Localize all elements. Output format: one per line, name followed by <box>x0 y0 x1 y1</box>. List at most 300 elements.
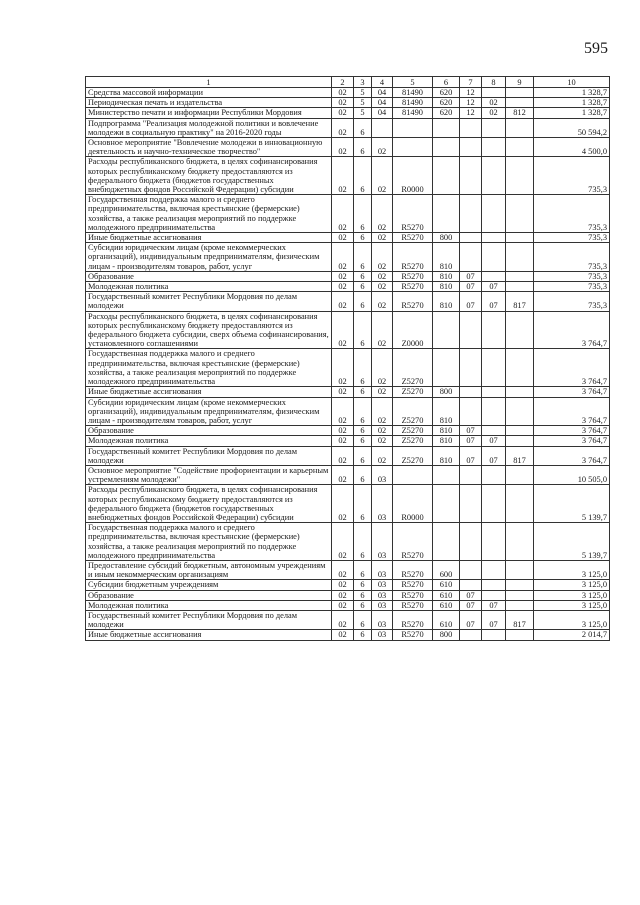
section-code-cell <box>460 243 482 272</box>
subprogram-code-cell: 6 <box>354 118 372 137</box>
activity-code-cell: 03 <box>372 465 393 484</box>
subprogram-code-cell: 6 <box>354 523 372 561</box>
expense-type-code-cell <box>433 349 460 387</box>
expense-type-code-cell: 610 <box>433 610 460 629</box>
table-row <box>86 465 610 484</box>
expense-code-cell: Z5270 <box>393 426 433 436</box>
row-name-cell: Иные бюджетные ассигнования <box>86 233 332 243</box>
program-code-cell: 02 <box>332 88 354 98</box>
column-header: 7 <box>460 77 482 88</box>
ministry-code-cell: 817 <box>506 610 534 629</box>
table-row <box>86 108 610 118</box>
subsection-code-cell <box>482 560 506 579</box>
row-name-cell: Государственная поддержка малого и среднего предпринимательства, включая крестьянские (фермерские) хозяйства, а также реализация мероприятий по поддержке молодежного предпринимательства <box>86 349 332 387</box>
subsection-code-cell <box>482 138 506 157</box>
section-code-cell: 07 <box>460 426 482 436</box>
column-header: 5 <box>393 77 433 88</box>
subprogram-code-cell: 6 <box>354 387 372 397</box>
program-code-cell: 02 <box>332 436 354 446</box>
amount-cell: 3 764,7 <box>534 436 610 446</box>
section-code-cell: 07 <box>460 446 482 465</box>
expense-code-cell: R5270 <box>393 523 433 561</box>
subprogram-code-cell: 6 <box>354 138 372 157</box>
table-row <box>86 485 610 523</box>
activity-code-cell: 03 <box>372 580 393 590</box>
program-code-cell: 02 <box>332 397 354 426</box>
section-code-cell <box>460 630 482 640</box>
program-code-cell: 02 <box>332 630 354 640</box>
activity-code-cell: 03 <box>372 523 393 561</box>
subsection-code-cell <box>482 397 506 426</box>
table-row <box>86 580 610 590</box>
table-row <box>86 426 610 436</box>
expense-type-code-cell: 620 <box>433 88 460 98</box>
ministry-code-cell <box>506 98 534 108</box>
section-code-cell <box>460 387 482 397</box>
program-code-cell: 02 <box>332 465 354 484</box>
table-row <box>86 630 610 640</box>
subprogram-code-cell: 6 <box>354 157 372 195</box>
amount-cell: 2 014,7 <box>534 630 610 640</box>
subsection-code-cell <box>482 465 506 484</box>
expense-type-code-cell <box>433 157 460 195</box>
activity-code-cell: 02 <box>372 446 393 465</box>
ministry-code-cell <box>506 426 534 436</box>
table-row <box>86 243 610 272</box>
expense-type-code-cell: 810 <box>433 243 460 272</box>
ministry-code-cell: 817 <box>506 292 534 311</box>
program-code-cell: 02 <box>332 233 354 243</box>
row-name-cell: Министерство печати и информации Республики Мордовия <box>86 108 332 118</box>
subsection-code-cell <box>482 88 506 98</box>
section-code-cell: 12 <box>460 108 482 118</box>
expense-code-cell: Z0000 <box>393 311 433 349</box>
column-header: 6 <box>433 77 460 88</box>
section-code-cell <box>460 465 482 484</box>
subprogram-code-cell: 6 <box>354 292 372 311</box>
subprogram-code-cell: 6 <box>354 560 372 579</box>
subsection-code-cell <box>482 349 506 387</box>
row-name-cell: Молодежная политика <box>86 600 332 610</box>
program-code-cell: 02 <box>332 426 354 436</box>
expense-type-code-cell <box>433 523 460 561</box>
expense-type-code-cell <box>433 465 460 484</box>
ministry-code-cell <box>506 271 534 281</box>
table-row <box>86 523 610 561</box>
amount-cell: 735,3 <box>534 195 610 233</box>
expense-code-cell <box>393 465 433 484</box>
expense-code-cell: R5270 <box>393 630 433 640</box>
table-row <box>86 397 610 426</box>
program-code-cell: 02 <box>332 580 354 590</box>
subsection-code-cell <box>482 311 506 349</box>
program-code-cell: 02 <box>332 311 354 349</box>
expense-code-cell: 81490 <box>393 98 433 108</box>
activity-code-cell: 02 <box>372 292 393 311</box>
row-name-cell: Образование <box>86 271 332 281</box>
program-code-cell: 02 <box>332 108 354 118</box>
expense-type-code-cell <box>433 138 460 157</box>
amount-cell: 3 125,0 <box>534 610 610 629</box>
expense-code-cell: R5270 <box>393 292 433 311</box>
table-row <box>86 98 610 108</box>
section-code-cell <box>460 580 482 590</box>
ministry-code-cell <box>506 233 534 243</box>
column-header: 2 <box>332 77 354 88</box>
section-code-cell <box>460 157 482 195</box>
amount-cell: 3 764,7 <box>534 387 610 397</box>
program-code-cell: 02 <box>332 523 354 561</box>
subsection-code-cell <box>482 195 506 233</box>
ministry-code-cell <box>506 485 534 523</box>
amount-cell: 1 328,7 <box>534 98 610 108</box>
subprogram-code-cell: 6 <box>354 465 372 484</box>
activity-code-cell: 02 <box>372 271 393 281</box>
subsection-code-cell <box>482 590 506 600</box>
subsection-code-cell <box>482 387 506 397</box>
subsection-code-cell <box>482 630 506 640</box>
expense-code-cell: R5270 <box>393 282 433 292</box>
ministry-code-cell <box>506 282 534 292</box>
budget-table <box>85 76 610 641</box>
section-code-cell <box>460 311 482 349</box>
amount-cell: 4 500,0 <box>534 138 610 157</box>
expense-code-cell <box>393 138 433 157</box>
amount-cell: 1 328,7 <box>534 88 610 98</box>
section-code-cell <box>460 397 482 426</box>
column-header: 8 <box>482 77 506 88</box>
amount-cell: 3 125,0 <box>534 580 610 590</box>
activity-code-cell: 03 <box>372 485 393 523</box>
subprogram-code-cell: 6 <box>354 610 372 629</box>
amount-cell: 5 139,7 <box>534 523 610 561</box>
subsection-code-cell <box>482 523 506 561</box>
amount-cell: 735,3 <box>534 157 610 195</box>
table-row <box>86 157 610 195</box>
subprogram-code-cell: 6 <box>354 271 372 281</box>
section-code-cell <box>460 233 482 243</box>
expense-code-cell: R5270 <box>393 580 433 590</box>
expense-code-cell: R5270 <box>393 560 433 579</box>
subprogram-code-cell: 6 <box>354 600 372 610</box>
expense-code-cell: Z5270 <box>393 387 433 397</box>
amount-cell: 5 139,7 <box>534 485 610 523</box>
expense-type-code-cell: 810 <box>433 397 460 426</box>
ministry-code-cell <box>506 580 534 590</box>
ministry-code-cell <box>506 590 534 600</box>
amount-cell: 3 125,0 <box>534 600 610 610</box>
activity-code-cell: 03 <box>372 630 393 640</box>
activity-code-cell: 02 <box>372 282 393 292</box>
subsection-code-cell: 02 <box>482 98 506 108</box>
column-header: 10 <box>534 77 610 88</box>
program-code-cell: 02 <box>332 590 354 600</box>
row-name-cell: Субсидии юридическим лицам (кроме некоммерческих организаций), индивидуальным предпринимателям, физическим лицам - производителям товаров, работ, услуг <box>86 243 332 272</box>
ministry-code-cell <box>506 397 534 426</box>
table-row <box>86 292 610 311</box>
subprogram-code-cell: 6 <box>354 446 372 465</box>
subsection-code-cell <box>482 233 506 243</box>
subsection-code-cell: 07 <box>482 282 506 292</box>
amount-cell: 3 125,0 <box>534 590 610 600</box>
ministry-code-cell <box>506 311 534 349</box>
activity-code-cell: 03 <box>372 600 393 610</box>
ministry-code-cell <box>506 560 534 579</box>
subprogram-code-cell: 6 <box>354 349 372 387</box>
row-name-cell: Расходы республиканского бюджета, в целях софинансирования которых республиканскому бюджету предоставляются из федерального бюджета (бюджетов государственных внебюджетных фондов Российской Федерации) субсидии <box>86 485 332 523</box>
subsection-code-cell: 07 <box>482 446 506 465</box>
subprogram-code-cell: 5 <box>354 98 372 108</box>
program-code-cell: 02 <box>332 118 354 137</box>
activity-code-cell: 03 <box>372 610 393 629</box>
section-code-cell: 12 <box>460 88 482 98</box>
amount-cell: 3 764,7 <box>534 446 610 465</box>
amount-cell: 3 764,7 <box>534 311 610 349</box>
activity-code-cell: 04 <box>372 98 393 108</box>
program-code-cell: 02 <box>332 485 354 523</box>
ministry-code-cell: 817 <box>506 446 534 465</box>
expense-code-cell: R5270 <box>393 590 433 600</box>
subprogram-code-cell: 6 <box>354 436 372 446</box>
subsection-code-cell <box>482 426 506 436</box>
subprogram-code-cell: 6 <box>354 397 372 426</box>
column-header: 1 <box>86 77 332 88</box>
section-code-cell: 07 <box>460 610 482 629</box>
subprogram-code-cell: 6 <box>354 195 372 233</box>
row-name-cell: Государственная поддержка малого и среднего предпринимательства, включая крестьянские (фермерские) хозяйства, а также реализация мероприятий по поддержке молодежного предпринимательства <box>86 523 332 561</box>
subsection-code-cell: 07 <box>482 292 506 311</box>
amount-cell: 735,3 <box>534 271 610 281</box>
activity-code-cell: 02 <box>372 436 393 446</box>
program-code-cell: 02 <box>332 195 354 233</box>
row-name-cell: Предоставление субсидий бюджетным, автономным учреждениям и иным некоммерческим организациям <box>86 560 332 579</box>
expense-type-code-cell <box>433 485 460 523</box>
section-code-cell: 07 <box>460 282 482 292</box>
program-code-cell: 02 <box>332 600 354 610</box>
table-row <box>86 560 610 579</box>
expense-type-code-cell: 810 <box>433 446 460 465</box>
table-body <box>86 88 610 641</box>
section-code-cell <box>460 138 482 157</box>
subsection-code-cell: 07 <box>482 436 506 446</box>
ministry-code-cell <box>506 157 534 195</box>
expense-code-cell: R0000 <box>393 157 433 195</box>
row-name-cell: Государственный комитет Республики Мордовия по делам молодежи <box>86 446 332 465</box>
subsection-code-cell <box>482 118 506 137</box>
ministry-code-cell <box>506 243 534 272</box>
table-row <box>86 233 610 243</box>
subprogram-code-cell: 6 <box>354 243 372 272</box>
expense-type-code-cell: 810 <box>433 271 460 281</box>
amount-cell: 3 764,7 <box>534 426 610 436</box>
table-row <box>86 387 610 397</box>
row-name-cell: Основное мероприятие "Вовлечение молодежи в инновационную деятельность и научно-техническое творчество" <box>86 138 332 157</box>
section-code-cell: 07 <box>460 436 482 446</box>
subprogram-code-cell: 6 <box>354 485 372 523</box>
activity-code-cell: 02 <box>372 138 393 157</box>
subsection-code-cell <box>482 271 506 281</box>
ministry-code-cell <box>506 88 534 98</box>
ministry-code-cell <box>506 138 534 157</box>
expense-type-code-cell <box>433 118 460 137</box>
amount-cell: 735,3 <box>534 282 610 292</box>
subsection-code-cell <box>482 580 506 590</box>
subprogram-code-cell: 5 <box>354 88 372 98</box>
subprogram-code-cell: 6 <box>354 311 372 349</box>
row-name-cell: Государственный комитет Республики Мордовия по делам молодежи <box>86 292 332 311</box>
subprogram-code-cell: 5 <box>354 108 372 118</box>
expense-type-code-cell: 810 <box>433 436 460 446</box>
row-name-cell: Средства массовой информации <box>86 88 332 98</box>
subsection-code-cell <box>482 157 506 195</box>
expense-code-cell: Z5270 <box>393 436 433 446</box>
section-code-cell <box>460 195 482 233</box>
ministry-code-cell <box>506 118 534 137</box>
program-code-cell: 02 <box>332 282 354 292</box>
row-name-cell: Молодежная политика <box>86 282 332 292</box>
section-code-cell <box>460 523 482 561</box>
subprogram-code-cell: 6 <box>354 590 372 600</box>
program-code-cell: 02 <box>332 349 354 387</box>
expense-type-code-cell: 600 <box>433 560 460 579</box>
program-code-cell: 02 <box>332 446 354 465</box>
table-row <box>86 600 610 610</box>
expense-type-code-cell: 610 <box>433 600 460 610</box>
expense-code-cell: Z5270 <box>393 397 433 426</box>
ministry-code-cell <box>506 523 534 561</box>
activity-code-cell: 03 <box>372 590 393 600</box>
row-name-cell: Расходы республиканского бюджета, в целях софинансирования которых республиканскому бюджету предоставляются из федерального бюджета (бюджетов государственных внебюджетных фондов Российской Федерации) субсидии <box>86 157 332 195</box>
program-code-cell: 02 <box>332 387 354 397</box>
row-name-cell: Субсидии юридическим лицам (кроме некоммерческих организаций), индивидуальным предпринимателям, физическим лицам - производителям товаров, работ, услуг <box>86 397 332 426</box>
activity-code-cell: 02 <box>372 397 393 426</box>
activity-code-cell: 02 <box>372 426 393 436</box>
amount-cell: 3 764,7 <box>534 349 610 387</box>
expense-code-cell: Z5270 <box>393 446 433 465</box>
row-name-cell: Иные бюджетные ассигнования <box>86 630 332 640</box>
expense-code-cell: R5270 <box>393 610 433 629</box>
ministry-code-cell <box>506 436 534 446</box>
section-code-cell: 07 <box>460 600 482 610</box>
section-code-cell: 07 <box>460 590 482 600</box>
subsection-code-cell: 07 <box>482 600 506 610</box>
section-code-cell <box>460 118 482 137</box>
column-header: 9 <box>506 77 534 88</box>
expense-code-cell: R5270 <box>393 233 433 243</box>
section-code-cell <box>460 560 482 579</box>
program-code-cell: 02 <box>332 560 354 579</box>
amount-cell: 735,3 <box>534 243 610 272</box>
expense-code-cell: R0000 <box>393 485 433 523</box>
table-row <box>86 138 610 157</box>
ministry-code-cell <box>506 465 534 484</box>
activity-code-cell: 02 <box>372 243 393 272</box>
expense-type-code-cell: 800 <box>433 233 460 243</box>
expense-type-code-cell: 810 <box>433 292 460 311</box>
subprogram-code-cell: 6 <box>354 282 372 292</box>
expense-type-code-cell: 610 <box>433 590 460 600</box>
column-header: 3 <box>354 77 372 88</box>
subprogram-code-cell: 6 <box>354 426 372 436</box>
ministry-code-cell <box>506 630 534 640</box>
row-name-cell: Субсидии бюджетным учреждениям <box>86 580 332 590</box>
amount-cell: 735,3 <box>534 233 610 243</box>
row-name-cell: Молодежная политика <box>86 436 332 446</box>
activity-code-cell: 03 <box>372 560 393 579</box>
ministry-code-cell: 812 <box>506 108 534 118</box>
subsection-code-cell: 02 <box>482 108 506 118</box>
expense-type-code-cell: 810 <box>433 426 460 436</box>
activity-code-cell: 04 <box>372 88 393 98</box>
row-name-cell: Образование <box>86 590 332 600</box>
expense-type-code-cell: 620 <box>433 98 460 108</box>
table-row <box>86 271 610 281</box>
amount-cell: 3 125,0 <box>534 560 610 579</box>
activity-code-cell: 02 <box>372 195 393 233</box>
subsection-code-cell <box>482 243 506 272</box>
amount-cell: 10 505,0 <box>534 465 610 484</box>
program-code-cell: 02 <box>332 138 354 157</box>
row-name-cell: Иные бюджетные ассигнования <box>86 387 332 397</box>
table-row <box>86 610 610 629</box>
expense-type-code-cell: 610 <box>433 580 460 590</box>
expense-code-cell: R5270 <box>393 600 433 610</box>
ministry-code-cell <box>506 387 534 397</box>
table-row <box>86 311 610 349</box>
table-row <box>86 195 610 233</box>
row-name-cell: Государственная поддержка малого и среднего предпринимательства, включая крестьянские (фермерские) хозяйства, а также реализация мероприятий по поддержке молодежного предпринимательства <box>86 195 332 233</box>
amount-cell: 735,3 <box>534 292 610 311</box>
activity-code-cell <box>372 118 393 137</box>
column-header: 4 <box>372 77 393 88</box>
expense-code-cell: R5270 <box>393 243 433 272</box>
section-code-cell: 07 <box>460 271 482 281</box>
row-name-cell: Образование <box>86 426 332 436</box>
table-row <box>86 282 610 292</box>
program-code-cell: 02 <box>332 271 354 281</box>
expense-type-code-cell <box>433 311 460 349</box>
row-name-cell: Периодическая печать и издательства <box>86 98 332 108</box>
expense-type-code-cell: 620 <box>433 108 460 118</box>
program-code-cell: 02 <box>332 292 354 311</box>
subprogram-code-cell: 6 <box>354 630 372 640</box>
ministry-code-cell <box>506 195 534 233</box>
table-row <box>86 436 610 446</box>
ministry-code-cell <box>506 349 534 387</box>
activity-code-cell: 04 <box>372 108 393 118</box>
table-header-row <box>86 77 610 88</box>
page-number: 595 <box>584 40 608 57</box>
subprogram-code-cell: 6 <box>354 580 372 590</box>
row-name-cell: Государственный комитет Республики Мордовия по делам молодежи <box>86 610 332 629</box>
subsection-code-cell: 07 <box>482 610 506 629</box>
row-name-cell: Основное мероприятие "Содействие профориентации и карьерным устремлениям молодежи" <box>86 465 332 484</box>
section-code-cell <box>460 349 482 387</box>
table-row <box>86 349 610 387</box>
section-code-cell: 12 <box>460 98 482 108</box>
ministry-code-cell <box>506 600 534 610</box>
subprogram-code-cell: 6 <box>354 233 372 243</box>
row-name-cell: Расходы республиканского бюджета, в целях софинансирования которых республиканскому бюджету предоставляются из федерального бюджета субсидии, сверх объема софинансирования, установленного соглашениями <box>86 311 332 349</box>
section-code-cell <box>460 485 482 523</box>
amount-cell: 1 328,7 <box>534 108 610 118</box>
section-code-cell: 07 <box>460 292 482 311</box>
expense-type-code-cell: 810 <box>433 282 460 292</box>
expense-type-code-cell: 800 <box>433 630 460 640</box>
expense-code-cell: Z5270 <box>393 349 433 387</box>
expense-type-code-cell <box>433 195 460 233</box>
table-row <box>86 590 610 600</box>
